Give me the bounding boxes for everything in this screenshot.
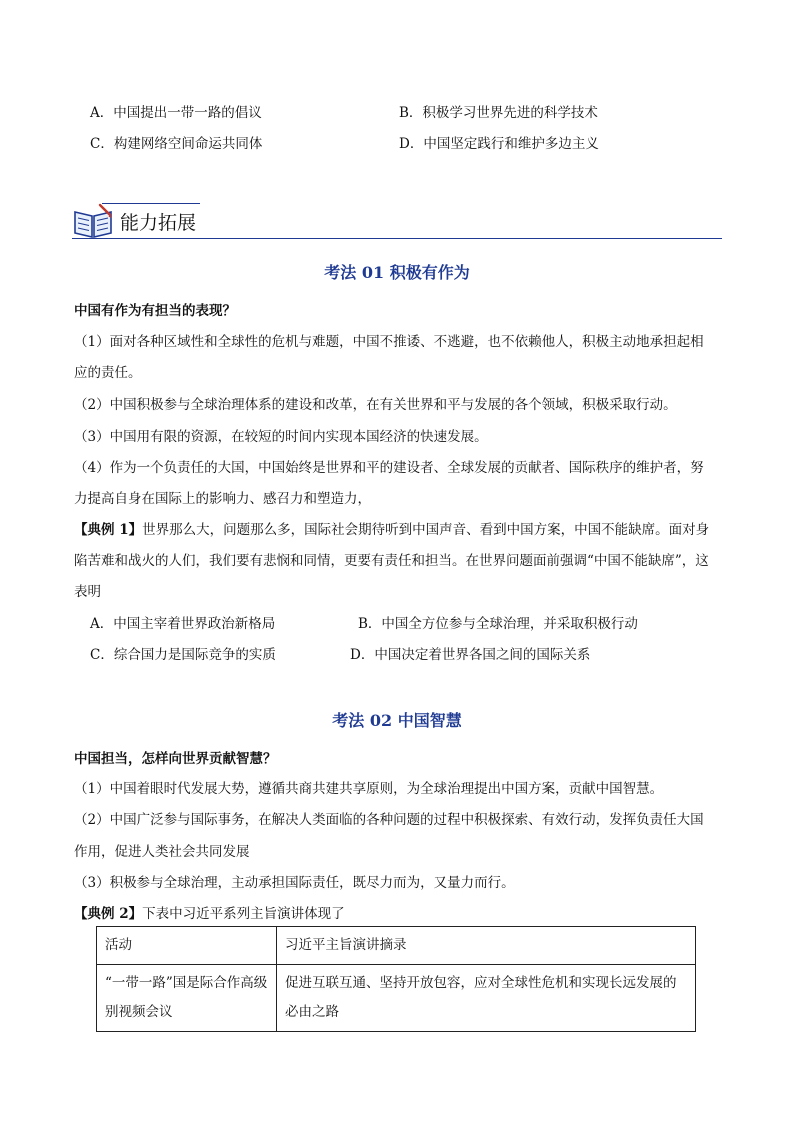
table-row — [97, 965, 696, 1032]
example2-line — [74, 902, 345, 922]
banner-top-rule — [102, 203, 200, 204]
section1-title: 考法 01 积极有作为 — [324, 263, 470, 282]
section1-p1-line1: （1）面对各种区域性和全球性的危机与难题，中国不推诿、不逃避，也不依赖他人，积极主动地承担起相 — [74, 334, 704, 350]
banner-title: 能力拓展 — [120, 212, 197, 234]
table-header-row — [97, 927, 696, 965]
section1-p4-line1: （4）作为一个负责任的大国，中国始终是世界和平的建设者、全球发展的贡献者、国际秩序的维护者，努 — [74, 460, 704, 476]
table-header-cell: 习近平主旨演讲摘录 — [277, 927, 696, 965]
example1-line1 — [74, 518, 709, 538]
speech-table — [96, 926, 696, 1032]
section2-p2-line2: 作用，促进人类社会共同发展 — [74, 844, 250, 860]
section1-p4-line2: 力提高自身在国际上的影响力、感召力和塑造力， — [74, 491, 371, 507]
section1-p2: （2）中国积极参与全球治理体系的建设和改革，在有关世界和平与发展的各个领域，积极采取行动。 — [74, 397, 677, 413]
section1-p3: （3）中国用有限的资源，在较短的时间内实现本国经济的快速发展。 — [74, 429, 488, 445]
example1-line2: 陷苦难和战火的人们，我们要有悲悯和同情，更要有责任和担当。在世界问题面前强调“中国不能缺席”，这 — [74, 553, 709, 569]
section2-p1: （1）中国着眼时代发展大势，遵循共商共建共享原则，为全球治理提出中国方案，贡献中国智慧。 — [74, 781, 664, 797]
example2-text: 下表中习近平系列主旨演讲体现了 — [142, 906, 345, 922]
option-c: C．构建网络空间命运共同体 — [90, 136, 263, 152]
example1-option-b: B．中国全方位参与全球治理，并采取积极行动 — [358, 616, 638, 632]
section2-title: 考法 02 中国智慧 — [332, 711, 462, 730]
cell-line: 必由之路 — [285, 1004, 339, 1020]
option-d: D．中国坚定践行和维护多边主义 — [399, 136, 599, 152]
example2-label: 【典例 2】 — [74, 906, 143, 922]
table-cell-activity — [97, 965, 277, 1032]
section2-p2-line1: （2）中国广泛参与国际事务，在解决人类面临的各种问题的过程中积极探索、有效行动，发挥负责任大国 — [74, 812, 704, 828]
option-b: B．积极学习世界先进的科学技术 — [399, 105, 598, 121]
example1-text: 世界那么大，问题那么多，国际社会期待听到中国声音、看到中国方案，中国不能缺席。面对身 — [142, 522, 710, 538]
cell-line: 别视频会议 — [105, 1004, 173, 1020]
example1-line3: 表明 — [74, 584, 101, 600]
example1-option-a: A．中国主宰着世界政治新格局 — [90, 616, 276, 632]
example1-option-c: C．综合国力是国际竞争的实质 — [90, 647, 276, 663]
table-header-cell: 活动 — [97, 927, 277, 965]
section2-question: 中国担当，怎样向世界贡献智慧？ — [74, 751, 277, 767]
cell-line: 促进互联互通、坚持开放包容，应对全球性危机和实现长远发展的 — [285, 975, 677, 991]
option-a: A．中国提出一带一路的倡议 — [90, 105, 262, 121]
section1-p1-line2: 应的责任。 — [74, 365, 142, 381]
cell-line: “一带一路”国是际合作高级 — [105, 975, 268, 991]
example1-option-d: D．中国决定着世界各国之间的国际关系 — [350, 647, 591, 663]
example1-label: 【典例 1】 — [74, 522, 143, 538]
section1-question: 中国有作为有担当的表现？ — [74, 303, 236, 319]
section-banner — [72, 200, 722, 242]
banner-underline — [72, 238, 722, 239]
open-book-icon — [72, 202, 114, 240]
table-cell-excerpt — [277, 965, 696, 1032]
section2-p3: （3）积极参与全球治理，主动承担国际责任，既尽力而为，又量力而行。 — [74, 875, 515, 891]
